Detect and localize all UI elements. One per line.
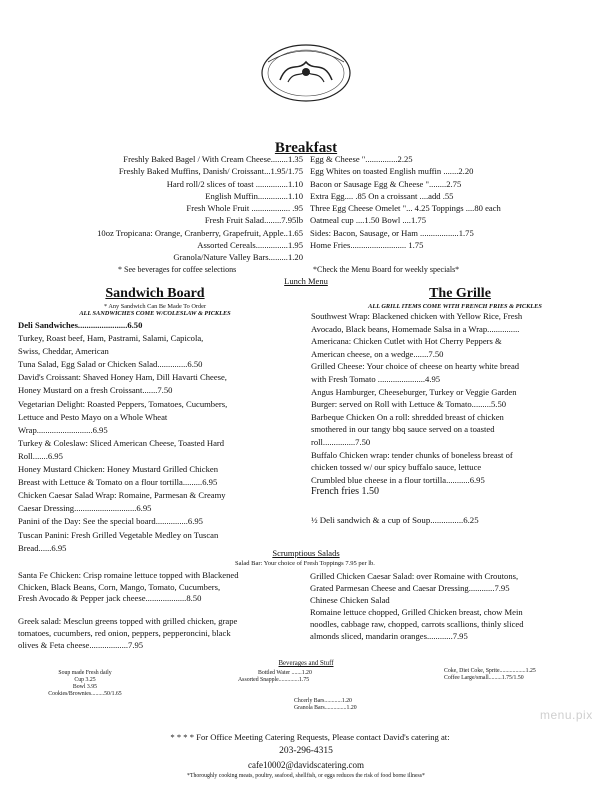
list-item — [18, 605, 308, 616]
list-item: Barbeque Chicken On a roll: shredded breast of chicken — [311, 411, 504, 422]
list-item: Vegetarian Delight: Roasted Peppers, Tomatoes, Cucumbers, — [18, 398, 228, 409]
list-item: Freshly Baked Bagel / With Cream Cheese........1.35 — [123, 154, 303, 164]
sandwich-board-title: Sandwich Board — [105, 286, 205, 301]
list-item: Honey Mustard on a fresh Croissant.......7.50 — [18, 385, 173, 396]
list-item: Turkey & Coleslaw: Sliced American Cheese, Toasted Hard — [18, 437, 225, 448]
watermark-text: menu.pix — [540, 708, 593, 722]
salads-title: Scrumptious Salads — [272, 548, 340, 558]
beverages-left — [30, 670, 140, 698]
list-item: Bacon or Sausage Egg & Cheese "........2.75 — [310, 178, 462, 189]
list-item: Chicken Caesar Salad Wrap: Romaine, Parmesan & Creamy — [18, 490, 226, 501]
salads-left — [18, 570, 308, 651]
catering-phone: 203-296-4315 — [279, 746, 333, 756]
list-item: Egg & Cheese "...............2.25 — [310, 154, 413, 164]
list-item: with Fresh Tomato ......................4.95 — [311, 373, 441, 384]
list-item: Hard roll/2 slices of toast ...............1.10 — [166, 178, 303, 189]
grille-sub: ALL GRILL ITEMS COME WITH FRENCH FRIES & PICKLES — [368, 303, 542, 310]
list-item: Cup 3.25 — [74, 677, 96, 683]
breakfast-title: Breakfast — [274, 140, 338, 156]
list-item: Buffalo Chicken wrap: tender chunks of boneless breast of — [311, 449, 513, 460]
list-item: Fresh Whole Fruit .................. .95 — [186, 203, 303, 214]
breakfast-note-left: * See beverages for coffee selections — [118, 265, 237, 274]
list-item: Chcerly Bars............1.20 — [294, 698, 352, 704]
list-item: Bread......6.95 — [18, 542, 67, 553]
list-item: noodles, cabbage raw, chopped, carrots scallions, thinly sliced — [310, 619, 524, 629]
list-item: Panini of the Day: See the special board...............6.95 — [18, 516, 203, 527]
list-item: Three Egg Cheese Omelet "... 4.25 Toppings ....80 each — [310, 203, 501, 214]
beverages-right — [444, 668, 604, 682]
catering-email-link[interactable]: cafe10002@davidscatering.com — [248, 760, 364, 770]
list-item: Romaine lettuce chopped, Grilled Chicken breast, chow Mein — [310, 607, 523, 617]
list-item: Home Fries.......................... 1.75 — [310, 240, 424, 251]
sandwich-board-sub2: ALL SANDWICHES COME W/COLESLAW & PICKLES — [79, 310, 231, 317]
logo-emblem — [258, 42, 354, 104]
list-item: tomatoes, cucumbers, red onion, peppers, pepperoncini, black — [18, 627, 231, 638]
list-item: Coffee Large/small.........1.75/1.50 — [444, 675, 524, 681]
list-item: Extra Egg.... .85 On a croissant ....add .55 — [310, 190, 454, 201]
list-item: Assorted Cereals...............1.95 — [197, 240, 303, 251]
list-item: Sides: Bacon, Sausage, or Ham ..................1.75 — [310, 227, 474, 238]
list-item: Turkey, Roast beef, Ham, Pastrami, Salami, Capicola, — [18, 333, 204, 344]
sandwich-board-sub: * Any Sandwich Can Be Made To Order — [103, 303, 207, 310]
list-item: Assorted Snapple..............1.75 — [238, 677, 310, 683]
list-item: smothered in our tangy bbq sauce served on a toasted — [311, 424, 495, 435]
list-item: Santa Fe Chicken: Crisp romaine lettuce topped with Blackened — [18, 570, 239, 580]
list-item: almonds sliced, mandarin oranges............7.95 — [310, 631, 468, 641]
list-item: Southwest Wrap: Blackened chicken with Yellow Rice, Fresh — [311, 311, 523, 321]
list-item: Grated Parmesan Cheese and Caesar Dressing............7.95 — [310, 583, 510, 593]
list-item: Fresh Fruit Salad........7.95lb — [204, 215, 303, 226]
half-deli-soup: ½ Deli sandwich & a cup of Soup...............6.25 — [311, 515, 479, 525]
list-item: Burger: served on Roll with Lettuce & Tomato.........5.50 — [311, 399, 507, 410]
breakfast-note-right: *Check the Menu Board for weekly specials* — [313, 265, 460, 274]
list-item: French fries 1.50 — [311, 486, 380, 498]
list-item: Caesar Dressing.............................6.95 — [18, 503, 152, 514]
beverages-center-bottom — [294, 698, 434, 712]
list-item: Bowl 3.95 — [72, 684, 98, 690]
list-item: Chicken, Black Beans, Corn, Mango, Tomato, Cucumbers, — [18, 581, 221, 592]
list-item: English Muffin..............1.10 — [205, 190, 303, 201]
list-item: Soup made Fresh daily — [58, 670, 112, 676]
list-item: Freshly Baked Muffins, Danish/ Croissant...1.95/1.75 — [118, 166, 303, 177]
list-item: olives & Feta cheese..................7.95 — [18, 639, 144, 650]
list-item: Roll.......6.95 — [18, 450, 63, 461]
list-item: Egg Whites on toasted English muffin .......2.20 — [310, 166, 474, 177]
list-item: Honey Mustard Chicken: Honey Mustard Grilled Chicken — [18, 464, 219, 475]
list-item: Lettuce and Pesto Mayo on a Whole Wheat — [18, 411, 168, 422]
list-item: Greek salad: Mesclun greens topped with grilled chicken, grape — [18, 616, 238, 627]
catering-request-text: * * * * For Office Meeting Catering Requests, Please contact David's catering at: — [170, 732, 450, 742]
list-item: Angus Hamburger, Cheeseburger, Turkey or Veggie Garden — [311, 386, 517, 397]
list-item: Cookies/Brownies.........50/1.65 — [48, 691, 122, 697]
list-item: Grilled Cheese: Your choice of cheese on hearty white bread — [311, 361, 520, 372]
list-item: Coke, Diet Coke, Sprite..................1.25 — [444, 668, 536, 674]
list-item: Bottled Water .......1.20 — [258, 670, 312, 676]
salads-sub: Salad Bar: Your choice of Fresh Toppings 7.95 per lb. — [235, 560, 375, 567]
list-item: Wrap..........................6.95 — [18, 424, 108, 435]
grille-title: The Grille — [429, 286, 491, 301]
list-item: chicken tossed w/ our spicy buffalo sauce, lettuce — [311, 462, 482, 473]
sandwich-list — [18, 319, 298, 555]
list-item: Swiss, Cheddar, American — [18, 346, 109, 357]
list-item: David's Croissant: Shaved Honey Ham, Dill Havarti Cheese, — [18, 372, 227, 383]
list-item: Tuscan Panini: Fresh Grilled Vegetable Medley on Tuscan — [18, 529, 219, 540]
list-item: Deli Sandwiches.......................6.50 — [18, 320, 143, 330]
list-item: American cheese, on a wedge.......7.50 — [311, 348, 444, 359]
lunch-menu-title: Lunch Menu — [284, 276, 328, 286]
list-item: Tuna Salad, Egg Salad or Chicken Salad..............6.50 — [18, 359, 203, 370]
list-item: Breast with Lettuce & Tomato on a flour tortilla.........6.95 — [18, 477, 218, 488]
list-item: Fresh Avocado & Pepper jack cheese...................8.50 — [18, 593, 202, 604]
breakfast-left-list — [40, 153, 303, 264]
grille-list — [311, 310, 601, 499]
list-item: Avocado, Black beans, Homemade Salsa in a Wrap............... — [311, 323, 520, 334]
beverages-center-top — [238, 670, 378, 684]
food-safety-disclaimer: *Thoroughly cooking meats, poultry, seafood, shellfish, or eggs reduces the risk of food borne illness* — [187, 773, 425, 779]
list-item: Oatmeal cup ....1.50 Bowl ....1.75 — [310, 215, 426, 226]
breakfast-right-list — [310, 153, 560, 251]
list-item: Granola/Nature Valley Bars.........1.20 — [173, 252, 303, 263]
list-item: roll...............7.50 — [311, 436, 371, 447]
list-item: Chinese Chicken Salad — [310, 595, 390, 605]
beverages-title: Beverages and Stuff — [278, 660, 334, 667]
list-item: Granola Bars...............1.20 — [294, 705, 357, 711]
list-item: Grilled Chicken Caesar Salad: over Romaine with Croutons, — [310, 571, 519, 581]
list-item: Americana: Chicken Cutlet with Hot Cherry Peppers & — [311, 336, 502, 347]
salads-right — [310, 570, 600, 642]
list-item: Crumbled blue cheese in a flour tortilla...........6.95 — [311, 474, 485, 485]
list-item: 10oz Tropicana: Orange, Cranberry, Grapefruit, Apple..1.65 — [97, 227, 303, 238]
